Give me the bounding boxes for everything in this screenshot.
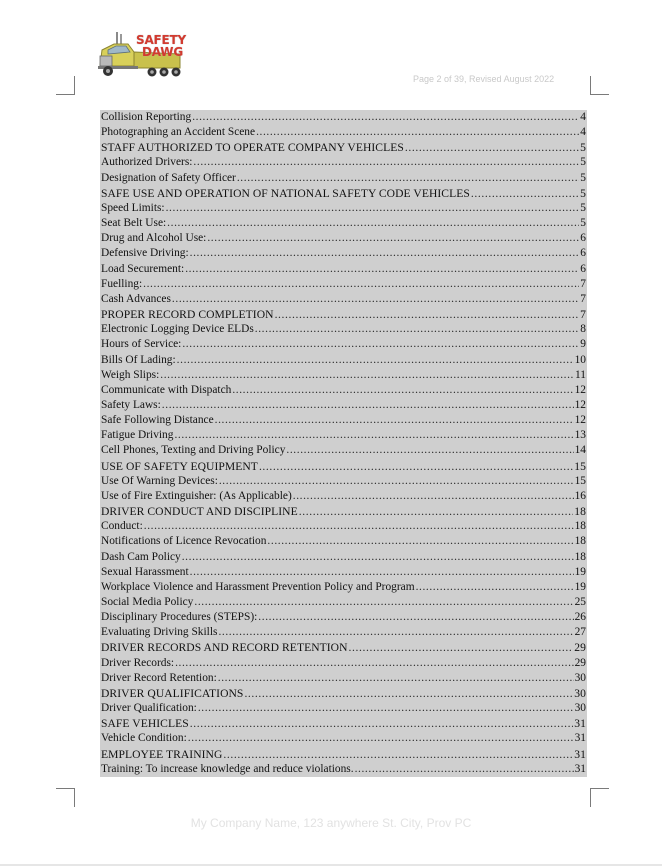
toc-entry[interactable] — [100, 413, 587, 428]
toc-entry-title: Safety Laws: — [101, 398, 161, 411]
toc-entry[interactable] — [100, 762, 587, 777]
toc-entry-title: Conduct: — [101, 520, 143, 533]
toc-leader-dots — [355, 762, 574, 777]
toc-entry-page-number: 7 — [580, 277, 586, 290]
toc-entry-page-number: 5 — [580, 201, 586, 214]
page-footer: My Company Name, 123 anywhere St. City, Prov PC — [190, 816, 472, 830]
toc-leader-dots — [182, 550, 574, 565]
toc-entry-title: Sexual Harassment — [101, 565, 189, 578]
toc-entry-title: STAFF AUTHORIZED TO OPERATE COMPANY VEHICLES — [101, 141, 404, 155]
toc-entry[interactable] — [100, 262, 587, 277]
toc-entry-page-number: 31 — [574, 762, 586, 775]
toc-entry-page-number: 8 — [580, 323, 586, 336]
toc-leader-dots — [405, 140, 579, 155]
toc-entry-page-number: 15 — [574, 474, 586, 487]
toc-leader-dots — [144, 519, 574, 534]
toc-entry[interactable] — [100, 489, 587, 504]
toc-leader-dots — [258, 610, 573, 625]
toc-entry[interactable] — [100, 625, 587, 640]
toc-leader-dots — [256, 125, 579, 140]
toc-entry-page-number: 19 — [574, 580, 586, 593]
toc-entry-title: Driver Qualification: — [101, 702, 197, 715]
toc-entry[interactable] — [100, 731, 587, 746]
toc-entry[interactable] — [100, 383, 587, 398]
toc-entry-title: Driver Record Retention: — [101, 671, 217, 684]
company-logo — [94, 28, 190, 80]
toc-entry-title: Use of Fire Extinguisher: (As Applicable) — [101, 489, 292, 502]
toc-entry[interactable] — [100, 565, 587, 580]
toc-entry[interactable] — [100, 747, 587, 762]
toc-entry-title: SAFE USE AND OPERATION OF NATIONAL SAFETY CODE VEHICLES — [101, 186, 470, 200]
toc-entry-title: PROPER RECORD COMPLETION — [101, 308, 274, 322]
toc-leader-dots — [162, 398, 574, 413]
toc-entry[interactable] — [100, 504, 587, 519]
toc-entry-page-number: 4 — [580, 111, 586, 123]
toc-entry-page-number: 5 — [580, 171, 586, 184]
toc-leader-dots — [267, 534, 573, 549]
toc-leader-dots — [218, 671, 574, 686]
toc-leader-dots — [192, 110, 579, 125]
toc-leader-dots — [177, 353, 574, 368]
toc-leader-dots — [286, 443, 573, 458]
toc-leader-dots — [172, 292, 579, 307]
toc-entry[interactable] — [100, 550, 587, 565]
toc-entry-page-number: 31 — [574, 747, 586, 761]
toc-leader-dots — [198, 701, 574, 716]
toc-entry-title: Collision Reporting — [101, 111, 192, 123]
toc-leader-dots — [207, 231, 579, 246]
toc-entry-title: Disciplinary Procedures (STEPS): — [101, 611, 258, 624]
toc-entry[interactable] — [100, 534, 587, 549]
toc-entry-title: Designation of Safety Officer — [101, 171, 236, 184]
toc-entry-page-number: 6 — [580, 262, 586, 275]
toc-entry[interactable] — [100, 110, 587, 125]
toc-entry-page-number: 12 — [574, 383, 586, 396]
toc-entry[interactable] — [100, 125, 587, 140]
toc-entry-title: Seat Belt Use: — [101, 217, 167, 230]
toc-entry-title: Fuelling: — [101, 277, 143, 290]
toc-entry[interactable] — [100, 292, 587, 307]
toc-leader-dots — [255, 322, 580, 337]
toc-leader-dots — [185, 262, 579, 277]
toc-entry-title: Photographing an Accident Scene — [101, 126, 256, 139]
toc-entry-page-number: 9 — [580, 338, 586, 351]
crop-mark-top-left — [56, 76, 75, 95]
toc-leader-dots — [299, 504, 574, 519]
toc-leader-dots — [190, 246, 580, 261]
toc-leader-dots — [223, 747, 573, 762]
toc-leader-dots — [232, 383, 573, 398]
crop-mark-bottom-left — [56, 788, 75, 807]
toc-entry-page-number: 26 — [574, 611, 586, 624]
toc-entry[interactable] — [100, 701, 587, 716]
toc-entry-page-number: 29 — [574, 641, 586, 655]
toc-entry-title: DRIVER RECORDS AND RECORD RETENTION — [101, 641, 348, 655]
toc-leader-dots — [167, 216, 579, 231]
toc-entry[interactable] — [100, 171, 587, 186]
toc-leader-dots — [182, 337, 579, 352]
toc-entry[interactable] — [100, 610, 587, 625]
toc-entry[interactable] — [100, 246, 587, 261]
toc-leader-dots — [175, 656, 574, 671]
toc-entry-title: Dash Cam Policy — [101, 550, 181, 563]
toc-entry-title: Workplace Violence and Harassment Prevention Policy and Program — [101, 580, 415, 593]
toc-leader-dots — [160, 368, 574, 383]
toc-entry[interactable] — [100, 337, 587, 352]
toc-entry[interactable] — [100, 686, 587, 701]
toc-entry[interactable] — [100, 474, 587, 489]
toc-leader-dots — [193, 155, 579, 170]
toc-leader-dots — [471, 186, 579, 201]
toc-entry-page-number: 15 — [574, 459, 586, 473]
toc-entry-page-number: 14 — [574, 444, 586, 457]
page-info: Page 2 of 39, Revised August 2022 — [413, 74, 555, 84]
toc-entry-title: Hours of Service: — [101, 338, 182, 351]
toc-entry-page-number: 5 — [580, 141, 586, 155]
toc-leader-dots — [218, 625, 573, 640]
toc-entry-page-number: 31 — [574, 717, 586, 731]
toc-leader-dots — [275, 307, 580, 322]
toc-entry-title: Electronic Logging Device ELDs — [101, 323, 254, 336]
toc-entry-title: Weigh Slips: — [101, 368, 160, 381]
toc-entry[interactable] — [100, 671, 587, 686]
toc-entry-page-number: 29 — [574, 656, 586, 669]
toc-entry-page-number: 18 — [574, 520, 586, 533]
toc-entry-page-number: 6 — [580, 247, 586, 260]
toc-entry-page-number: 10 — [574, 353, 586, 366]
toc-entry-title: Communicate with Dispatch — [101, 383, 232, 396]
toc-entry-page-number: 30 — [574, 671, 586, 684]
toc-entry-page-number: 18 — [574, 535, 586, 548]
toc-entry-title: Bills Of Lading: — [101, 353, 176, 366]
toc-entry[interactable] — [100, 353, 587, 368]
toc-entry-page-number: 6 — [580, 232, 586, 245]
toc-entry-title: Defensive Driving: — [101, 247, 189, 260]
toc-entry[interactable] — [100, 640, 587, 655]
toc-entry[interactable] — [100, 186, 587, 201]
toc-leader-dots — [259, 459, 573, 474]
toc-entry-title: USE OF SAFETY EQUIPMENT — [101, 459, 258, 473]
toc-entry-page-number: 12 — [574, 414, 586, 427]
toc-leader-dots — [416, 580, 574, 595]
toc-entry[interactable] — [100, 307, 587, 322]
toc-entry-page-number: 5 — [580, 217, 586, 230]
toc-leader-dots — [166, 201, 580, 216]
toc-entry-page-number: 12 — [574, 398, 586, 411]
toc-leader-dots — [194, 595, 573, 610]
toc-entry-page-number: 18 — [574, 550, 586, 563]
toc-leader-dots — [219, 474, 574, 489]
toc-entry-title: Load Securement: — [101, 262, 185, 275]
crop-mark-top-right — [590, 76, 609, 95]
toc-entry[interactable] — [100, 459, 587, 474]
toc-entry-title: Use Of Warning Devices: — [101, 474, 218, 487]
toc-entry-page-number: 5 — [580, 186, 586, 200]
toc-entry-title: Vehicle Condition: — [101, 732, 187, 745]
toc-leader-dots — [237, 171, 579, 186]
toc-entry[interactable] — [100, 277, 587, 292]
toc-leader-dots — [190, 565, 574, 580]
toc-leader-dots — [188, 731, 574, 746]
toc-entry[interactable] — [100, 595, 587, 610]
toc-leader-dots — [244, 686, 573, 701]
toc-entry-page-number: 31 — [574, 732, 586, 745]
toc-leader-dots — [349, 640, 574, 655]
toc-leader-dots — [293, 489, 574, 504]
toc-entry-page-number: 11 — [575, 368, 586, 381]
toc-entry-page-number: 13 — [574, 429, 586, 442]
toc-entry-page-number: 30 — [574, 686, 586, 700]
toc-entry-title: Cash Advances — [101, 292, 171, 305]
toc-entry-title: Notifications of Licence Revocation — [101, 535, 267, 548]
toc-entry[interactable] — [100, 368, 587, 383]
toc-entry[interactable] — [100, 140, 587, 155]
toc-entry-page-number: 18 — [574, 505, 586, 519]
toc-leader-dots — [143, 277, 579, 292]
toc-entry-title: Safe Following Distance — [101, 414, 214, 427]
toc-entry-title: SAFE VEHICLES — [101, 717, 189, 731]
toc-entry[interactable] — [100, 656, 587, 671]
toc-entry[interactable] — [100, 155, 587, 170]
toc-entry-title: Training: To increase knowledge and reduce violations. — [101, 762, 354, 775]
toc-entry-page-number: 19 — [574, 565, 586, 578]
toc-entry-title: EMPLOYEE TRAINING — [101, 747, 223, 761]
toc-entry[interactable] — [100, 519, 587, 534]
toc-entry[interactable] — [100, 216, 587, 231]
crop-mark-bottom-right — [590, 788, 609, 807]
toc-entry-page-number: 27 — [574, 626, 586, 639]
toc-entry-page-number: 5 — [580, 156, 586, 169]
toc-entry-title: Evaluating Driving Skills — [101, 626, 218, 639]
toc-entry-page-number: 7 — [580, 308, 586, 322]
toc-entry-page-number: 7 — [580, 292, 586, 305]
toc-entry-title: Social Media Policy — [101, 596, 194, 608]
toc-entry-title: Drug and Alcohol Use: — [101, 232, 207, 245]
toc-entry-title: DRIVER QUALIFICATIONS — [101, 686, 244, 700]
toc-entry-title: Speed Limits: — [101, 201, 165, 214]
toc-entry-page-number: 16 — [574, 489, 586, 502]
toc-leader-dots — [174, 428, 573, 443]
toc-entry[interactable] — [100, 716, 587, 731]
toc-entry[interactable] — [100, 322, 587, 337]
toc-entry[interactable] — [100, 428, 587, 443]
toc-entry[interactable] — [100, 201, 587, 216]
toc-entry[interactable] — [100, 443, 587, 458]
toc-entry-page-number: 25 — [574, 596, 586, 608]
toc-entry[interactable] — [100, 398, 587, 413]
toc-entry[interactable] — [100, 580, 587, 595]
logo-text-line1: SAFETY — [136, 33, 186, 47]
toc-entry-title: Driver Records: — [101, 656, 175, 669]
toc-entry-page-number: 30 — [574, 702, 586, 715]
toc-entry-page-number: 4 — [580, 126, 586, 139]
table-of-contents — [100, 110, 587, 777]
toc-entry-title: Cell Phones, Texting and Driving Policy — [101, 444, 286, 457]
toc-leader-dots — [215, 413, 574, 428]
toc-entry-title: Authorized Drivers: — [101, 156, 193, 169]
logo-text-line2: DAWG — [142, 45, 183, 59]
toc-entry-title: Fatigue Driving — [101, 429, 174, 442]
toc-entry[interactable] — [100, 231, 587, 246]
toc-leader-dots — [190, 716, 574, 731]
toc-entry-title: DRIVER CONDUCT AND DISCIPLINE — [101, 505, 298, 519]
